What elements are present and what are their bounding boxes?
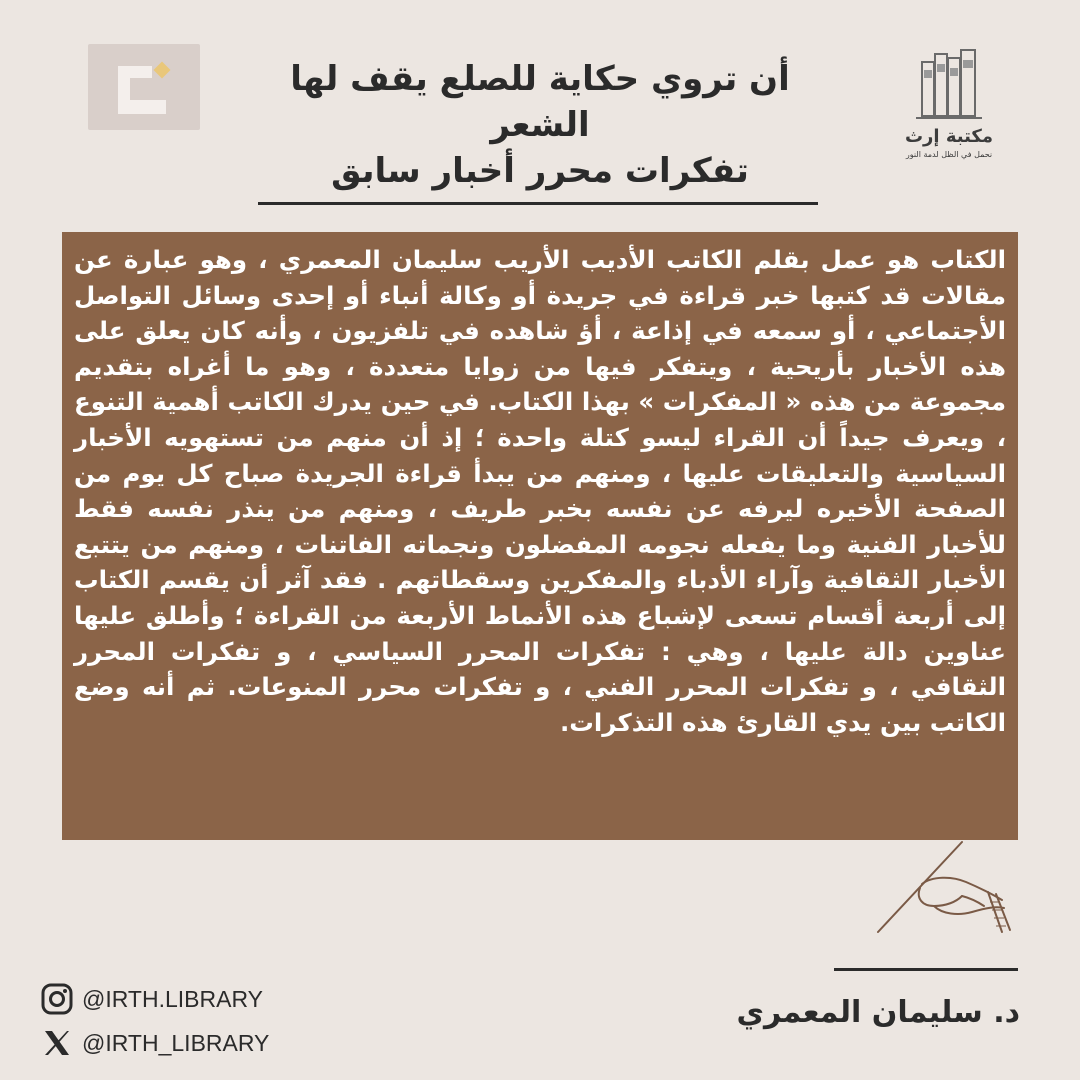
article-box [62,232,1018,840]
title-line-2: تفكرات محرر أخبار سابق [331,151,749,191]
x-link[interactable] [40,1026,269,1060]
x-handle: @IRTH_LIBRARY [82,1029,270,1056]
publisher-logo [88,44,200,130]
footer-divider [834,968,1018,971]
library-name: مكتبة إرث [904,126,994,147]
article-text: الكتاب هو عمل بقلم الكاتب الأديب الأريب سليمان المعمري ، وهو عبارة عن مقالات قد كتبها خبر قراءة في جريدة أو وكالة أنباء أو إحدى وسائل التواصل الأجتماعي ، أو سمعه في إذاعة ، أؤ شاهده في تلفزيون ، وأنه كان يعلق على هذه الأخبار بأريحية ، ويتفكر فيها من زوايا متعددة ، وهو ما أغراه بتقديم مجموعة من هذه « المفكرات » بهذا الكتاب. في حين يدرك الكاتب أهمية التنوع ، ويعرف جيداً أن القراء ليسو كتلة واحدة ؛ إذ أن منهم من تستهويه الأخبار السياسية والتعليقات عليها ، ومنهم من يبدأ قراءة الجريدة صباح كل يوم من الصفحة الأخيره ليرفه عن نفسه بخبر طريف ، ومنهم من ينذر نفسه فقط للأخبار الفنية وما يفعله نجومه المفضلون ونجماته الفاتنات ، ومنهم من يتتبع الأخبار الثقافية وآراء الأدباء والمفكرين وسقطاتهم . فقد آثر أن يقسم الكتاب إلى أربعة أقسام تسعى لإشباع هذه الأنماط الأربعة من القراءة ؛ وأطلق عليها عناوين دالة عليها ، وهي : تفكرات المحرر السياسي ، و تفكرات المحرر الثقافي ، و تفكرات المحرر الفني ، و تفكرات محرر المنوعات. ثم أنه وضع الكاتب بين يدي القارئ هذه التذكرات. [74,245,1006,737]
library-books-icon [904,40,994,124]
library-tagline: نحمل في الظل لدمة النور [905,150,993,159]
instagram-icon [40,982,74,1016]
author-name: د. سليمان المعمري [736,995,1020,1030]
x-icon [40,1026,74,1060]
title-block [240,56,840,194]
title-line-1: أن تروي حكاية للصلع يقف لها الشعر [290,59,790,145]
library-logo [904,40,994,160]
instagram-link[interactable] [40,982,263,1016]
hand-pen-icon [862,836,1012,946]
instagram-handle: @IRTH.LIBRARY [82,985,263,1012]
title-divider [258,202,818,205]
